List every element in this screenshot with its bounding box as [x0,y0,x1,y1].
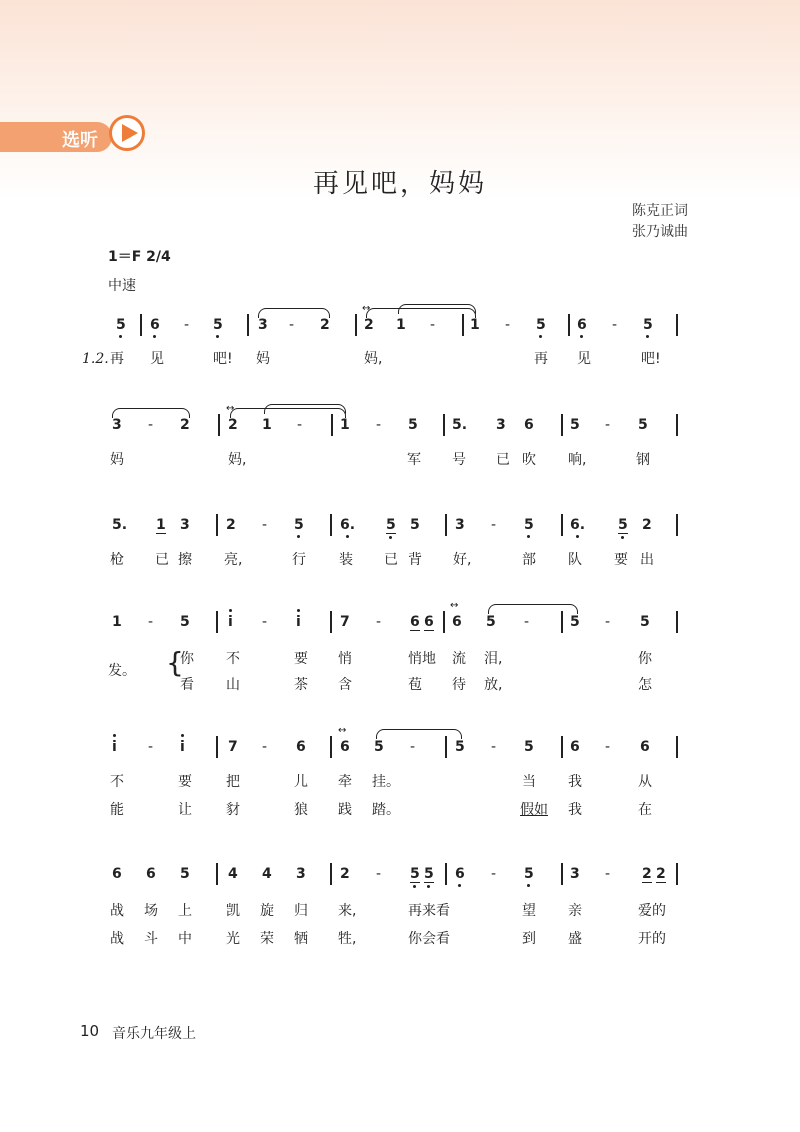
lyric: 吧! [641,351,661,367]
note-dash: - [262,517,268,533]
lyric: 能 [110,802,124,818]
note: 2 [642,866,652,882]
lyric: 发。 [108,663,136,679]
lyric: 再来看 [408,903,450,919]
note-dash: - [505,317,511,333]
lyric: 放, [484,677,503,693]
note: 5 [570,417,580,433]
note: 5 [640,614,650,630]
note-dash: - [430,317,436,333]
barline [218,414,220,436]
note: 5 [374,739,384,755]
note: 5. [112,517,128,533]
note: 3 [455,517,465,533]
note: 5 [410,517,420,533]
lyric: 再 [110,351,124,367]
tempo-marking: 中速 [108,278,136,294]
barline [140,314,142,336]
barline [445,863,447,885]
lyric: 荣 [260,931,274,947]
note: 4 [228,866,238,882]
note: 5 [386,517,396,533]
lyric: 擦 [178,552,192,568]
lyric: 到 [522,931,536,947]
note-dash: - [410,739,416,755]
note-dash: - [376,614,382,630]
lyric: 钢 [636,452,650,468]
barline [330,736,332,758]
note: 5 [408,417,418,433]
lyric: 挂。 [372,774,400,790]
barline [561,414,563,436]
note: ↔ 6 [452,615,462,629]
note: ↔ 2 [364,318,374,332]
note: 5 [455,739,465,755]
lyric: 践 [338,802,352,818]
note: 6 [524,417,534,433]
lyric: 苞 [408,677,422,693]
lyric: 我 [568,774,582,790]
note: i [112,739,117,755]
lyric: 已 [384,552,398,568]
note: i [296,614,301,630]
note-dash: - [605,614,611,630]
note: 4 [262,866,272,882]
barline [676,863,678,885]
lyric: 你 [638,651,652,667]
lyric: 亮, [224,552,243,568]
note: 5 [524,517,534,533]
note: 5 [180,866,190,882]
lyric: 凯 [226,903,240,919]
tie [264,404,346,414]
lyric: 你会看 [408,931,450,947]
lyric: 不 [226,651,240,667]
note: 6 [570,739,580,755]
barline [330,514,332,536]
lyric: 行 [292,552,306,568]
lyric: 部 [522,552,536,568]
lyric: 已 [496,452,510,468]
note: 6 [150,317,160,333]
note-dash: - [148,739,154,755]
lyric: 出 [640,552,654,568]
note-dash: - [297,417,303,433]
barline [355,314,357,336]
note: 6 [146,866,156,882]
lyric: 场 [144,903,158,919]
barline [445,514,447,536]
lyric: 吧! [213,351,233,367]
lyric: 牺 [294,931,308,947]
lyric: 你 [180,651,194,667]
barline [561,611,563,633]
note: 5 [486,614,496,630]
page-number: 10 [80,1022,100,1040]
song-title: 再见吧，妈妈 [312,169,487,199]
note: 1 [156,517,166,533]
note: 2 [226,517,236,533]
lyric: 要 [294,651,308,667]
lyric: 光 [226,931,240,947]
lyric: 响, [568,452,587,468]
tie [376,729,462,739]
lyric: 把 [226,774,240,790]
barline [676,314,678,336]
note: 6 [112,866,122,882]
play-icon[interactable] [109,115,145,151]
note: 5 [294,517,304,533]
barline [676,414,678,436]
lyric: 军 [407,452,421,468]
note: 2 [340,866,350,882]
lyric: 豺 [226,802,240,818]
note: 5 [618,517,628,533]
note: ↔ 2 [228,418,238,432]
barline [247,314,249,336]
note-dash: - [605,417,611,433]
lyric: 牲, [338,931,357,947]
note: 1 [112,614,122,630]
lyric: 茶 [294,677,308,693]
barline [561,863,563,885]
lyric: 不 [110,774,124,790]
lyricist-credit: 陈克正词 [632,203,688,219]
lyric: 让 [178,802,192,818]
tie [258,308,330,318]
lyric: 斗 [144,931,158,947]
note-dash: - [148,614,154,630]
note: 3 [112,417,122,433]
book-title: 音乐九年级上 [112,1026,196,1042]
lyric: 亲 [568,903,582,919]
note: 5 [570,614,580,630]
lyric: 好, [453,552,472,568]
lyric: 假如 [520,802,548,818]
verse-brace: { [166,646,184,679]
note: ↔ 6 [340,740,350,754]
note: i [228,614,233,630]
note: 1 [396,317,406,333]
barline [443,414,445,436]
note-dash: - [491,739,497,755]
lyric: 要 [178,774,192,790]
note: 5 [424,866,434,882]
barline [561,736,563,758]
lyric: 见 [577,351,591,367]
note: 6 [410,614,420,630]
lyric: 背 [408,552,422,568]
note: 6. [570,517,586,533]
lyric: 我 [568,802,582,818]
barline [216,863,218,885]
note: 5. [452,417,468,433]
note: 6 [640,739,650,755]
note-dash: - [376,417,382,433]
note: 1 [470,317,480,333]
lyric: 已 [155,552,169,568]
lyric: 吹 [522,452,536,468]
note: 3 [570,866,580,882]
note: 3 [180,517,190,533]
note-dash: - [491,517,497,533]
note-dash: - [289,317,295,333]
note-dash: - [184,317,190,333]
note-dash: - [524,614,530,630]
barline [216,611,218,633]
note-dash: - [262,739,268,755]
note-dash: - [612,317,618,333]
lyric: 山 [226,677,240,693]
lyric: 妈 [110,452,124,468]
lyric: 中 [178,931,192,947]
lyric: 望 [522,903,536,919]
note: 5 [524,739,534,755]
note: 7 [228,739,238,755]
tie [112,408,190,418]
lyric: 牵 [338,774,352,790]
barline [568,314,570,336]
lyric: 当 [522,774,536,790]
note: 5 [213,317,223,333]
note: 2 [642,517,652,533]
note-dash: - [605,739,611,755]
note: 5 [643,317,653,333]
note: 6 [424,614,434,630]
barline [445,736,447,758]
note-dash: - [605,866,611,882]
lyric: 爱的 [638,903,666,919]
key-signature: 1＝F 2/4 [108,249,171,265]
note: 6 [455,866,465,882]
lyric: 儿 [294,774,308,790]
lyric: 妈 [256,351,270,367]
note: 5 [638,417,648,433]
lyric: 开的 [638,931,666,947]
repeat-marker: 1.2. [82,351,109,367]
lyric: 踏。 [372,802,400,818]
lyric: 枪 [110,552,124,568]
note: 2 [320,317,330,333]
barline [443,611,445,633]
lyric: 归 [294,903,308,919]
lyric: 悄地 [408,651,436,667]
lyric: 从 [638,774,652,790]
note: 3 [258,317,268,333]
barline [330,611,332,633]
lyric: 旋 [260,903,274,919]
note: 1 [340,417,350,433]
barline [216,736,218,758]
lyric: 泪, [484,651,503,667]
note: 7 [340,614,350,630]
lyric: 见 [150,351,164,367]
lyric: 盛 [568,931,582,947]
lyric: 含 [338,677,352,693]
lyric: 妈, [364,351,383,367]
lyric: 怎 [638,677,652,693]
note: 2 [656,866,666,882]
lyric: 狼 [294,802,308,818]
note: 3 [496,417,506,433]
note: 5 [524,866,534,882]
lyric: 在 [638,802,652,818]
lyric: 看 [180,677,194,693]
note: 2 [180,417,190,433]
lyric: 号 [452,452,466,468]
lyric: 再 [534,351,548,367]
note-dash: - [262,614,268,630]
lyric: 待 [452,677,466,693]
barline [676,611,678,633]
tie [488,604,578,614]
note: 6. [340,517,356,533]
lyric: 队 [568,552,582,568]
note-dash: - [376,866,382,882]
barline [216,514,218,536]
barline [330,863,332,885]
barline [676,736,678,758]
badge-label: 选听 [62,130,98,151]
lyric: 来, [338,903,357,919]
note-dash: - [148,417,154,433]
note-dash: - [491,866,497,882]
lyric: 装 [339,552,353,568]
lyric: 战 [110,931,124,947]
tie [398,304,476,314]
lyric: 要 [614,552,628,568]
barline [676,514,678,536]
note: 5 [536,317,546,333]
lyric: 流 [452,651,466,667]
barline [561,514,563,536]
lyric: 妈, [228,452,247,468]
note: 5 [116,317,126,333]
note: 6 [577,317,587,333]
lyric: 战 [110,903,124,919]
note: 5 [410,866,420,882]
composer-credit: 张乃诚曲 [632,224,688,240]
note: 6 [296,739,306,755]
lyric: 上 [178,903,192,919]
note: 1 [262,417,272,433]
lyric: 悄 [338,651,352,667]
note: 5 [180,614,190,630]
note: i [180,739,185,755]
note: 3 [296,866,306,882]
